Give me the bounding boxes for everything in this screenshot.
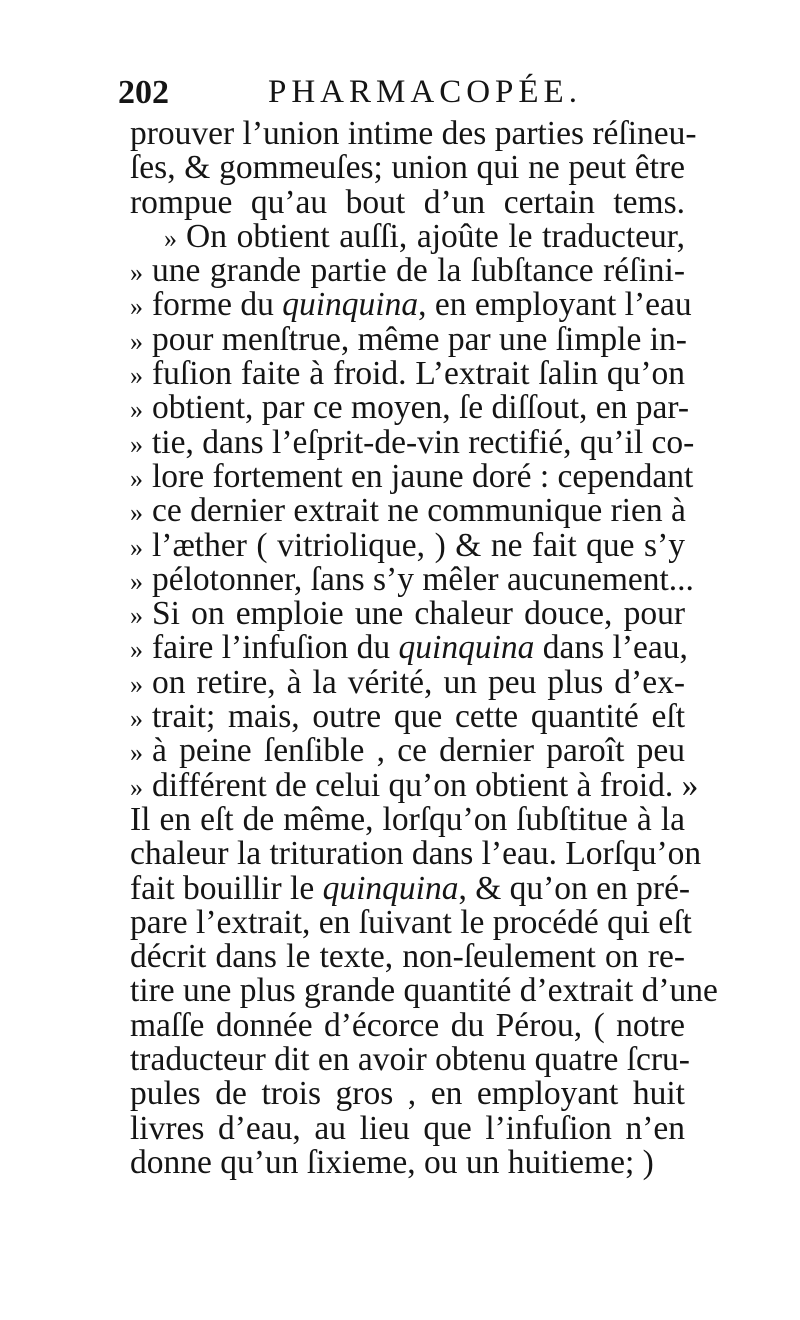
text-line	[130, 115, 697, 152]
line-text: trait; mais, outre que cette quantité eſt	[152, 698, 685, 736]
text-line	[130, 423, 695, 461]
quote-mark: »	[130, 326, 143, 356]
quote-mark: »	[130, 532, 143, 562]
line-text: décrit dans le texte, non-ſeulement on re-	[130, 938, 685, 976]
text-line	[130, 597, 685, 631]
text-line	[130, 629, 688, 667]
text-line	[130, 217, 685, 255]
line-text: donne qu’un ſixieme, ou un huitieme; )	[130, 1143, 654, 1181]
text-line	[130, 700, 685, 734]
text-line	[130, 183, 685, 221]
quote-mark: »	[130, 704, 143, 734]
line-text: On obtient auſſi, ajoûte le traducteur,	[186, 217, 685, 255]
text-line	[130, 734, 685, 768]
text-line	[130, 254, 685, 288]
line-text: livres d’eau, au lieu que l’infuſion n’en	[130, 1109, 685, 1147]
quote-mark: »	[130, 395, 143, 425]
text-line	[130, 800, 685, 838]
page-header	[118, 74, 678, 118]
text-line	[130, 1077, 685, 1111]
text-line	[130, 286, 692, 324]
line-text: tie, dans l’eſprit-de-vin rectifié, qu’il co-	[152, 423, 695, 461]
text-line	[130, 972, 718, 1010]
line-text: différent de celui qu’on obtient à froid. »	[152, 766, 699, 804]
quote-mark: »	[130, 601, 143, 631]
page-number: 202	[118, 74, 169, 111]
text-line	[130, 151, 685, 185]
line-text: on retire, à la vérité, un peu plus d’ex-	[152, 663, 685, 701]
line-text: forme du quinquina, en employant l’eau	[152, 286, 692, 324]
quote-mark: »	[130, 258, 143, 288]
line-text: une grande partie de la ſubſtance réſini-	[152, 252, 685, 290]
line-text: obtient, par ce moyen, ſe diſſout, en par-	[152, 389, 690, 427]
quote-mark: »	[164, 223, 177, 253]
line-text: lore fortement en jaune doré : cependant	[152, 457, 694, 495]
quote-mark: »	[130, 292, 143, 322]
text-line	[130, 1143, 685, 1181]
quote-mark: »	[130, 361, 143, 391]
line-text: ce dernier extrait ne communique rien à	[152, 492, 686, 530]
text-line	[130, 940, 685, 974]
line-text: Si on emploie une chaleur douce, pour	[152, 595, 685, 633]
line-text: pour menſtrue, même par une ſimple in-	[152, 320, 687, 358]
line-text: rompue qu’au bout d’un certain tems.	[130, 183, 685, 221]
line-text: chaleur la trituration dans l’eau. Lorſqu’on	[130, 835, 702, 873]
line-text: fait bouillir le quinquina, & qu’on en pré-	[130, 869, 691, 907]
line-text: pules de trois gros , en employant huit	[130, 1075, 685, 1113]
text-line	[130, 357, 685, 391]
text-line	[130, 835, 702, 873]
text-line	[130, 389, 690, 427]
text-line	[130, 1006, 685, 1044]
text-line	[130, 903, 692, 941]
line-text: pélotonner, ſans s’y mêler aucunement...	[152, 560, 694, 598]
line-text: faire l’infuſion du quinquina dans l’eau,	[152, 629, 688, 667]
quote-mark: »	[130, 498, 143, 528]
text-line	[130, 869, 691, 907]
text-line	[130, 526, 685, 564]
quote-mark: »	[130, 566, 143, 596]
text-line	[130, 560, 694, 598]
quote-mark: »	[130, 429, 143, 459]
quote-mark: »	[130, 738, 143, 768]
text-line	[130, 766, 699, 804]
line-text: tire une plus grande quantité d’extrait d’une	[130, 972, 718, 1010]
text-line	[130, 457, 694, 495]
line-text: ſes, & gommeuſes; union qui ne peut être	[130, 149, 685, 187]
line-text: fuſion faite à froid. L’extrait ſalin qu’on	[152, 355, 685, 393]
quote-mark: »	[130, 669, 143, 699]
line-text: prouver l’union intime des parties réſineu-	[130, 115, 697, 152]
text-line	[130, 663, 685, 701]
text-line	[130, 1109, 685, 1147]
line-text: traducteur dit en avoir obtenu quatre ſcru-	[130, 1041, 690, 1079]
quote-mark: »	[130, 772, 143, 802]
running-title: PHARMACOPÉE.	[268, 74, 582, 110]
quote-mark: »	[130, 463, 143, 493]
line-text: pare l’extrait, en ſuivant le procédé qui eſt	[130, 903, 692, 941]
text-line	[130, 1041, 690, 1079]
quote-mark: »	[130, 635, 143, 665]
line-text: Il en eſt de même, lorſqu’on ſubſtitue à la	[130, 800, 685, 838]
body-text	[130, 115, 718, 1181]
line-text: à peine ſenſible , ce dernier paroît peu	[152, 732, 685, 770]
text-line	[130, 320, 687, 358]
line-text: maſſe donnée d’écorce du Pérou, ( notre	[130, 1006, 685, 1044]
line-text: l’æther ( vitriolique, ) & ne fait que s’y	[152, 526, 685, 564]
text-line	[130, 494, 685, 528]
